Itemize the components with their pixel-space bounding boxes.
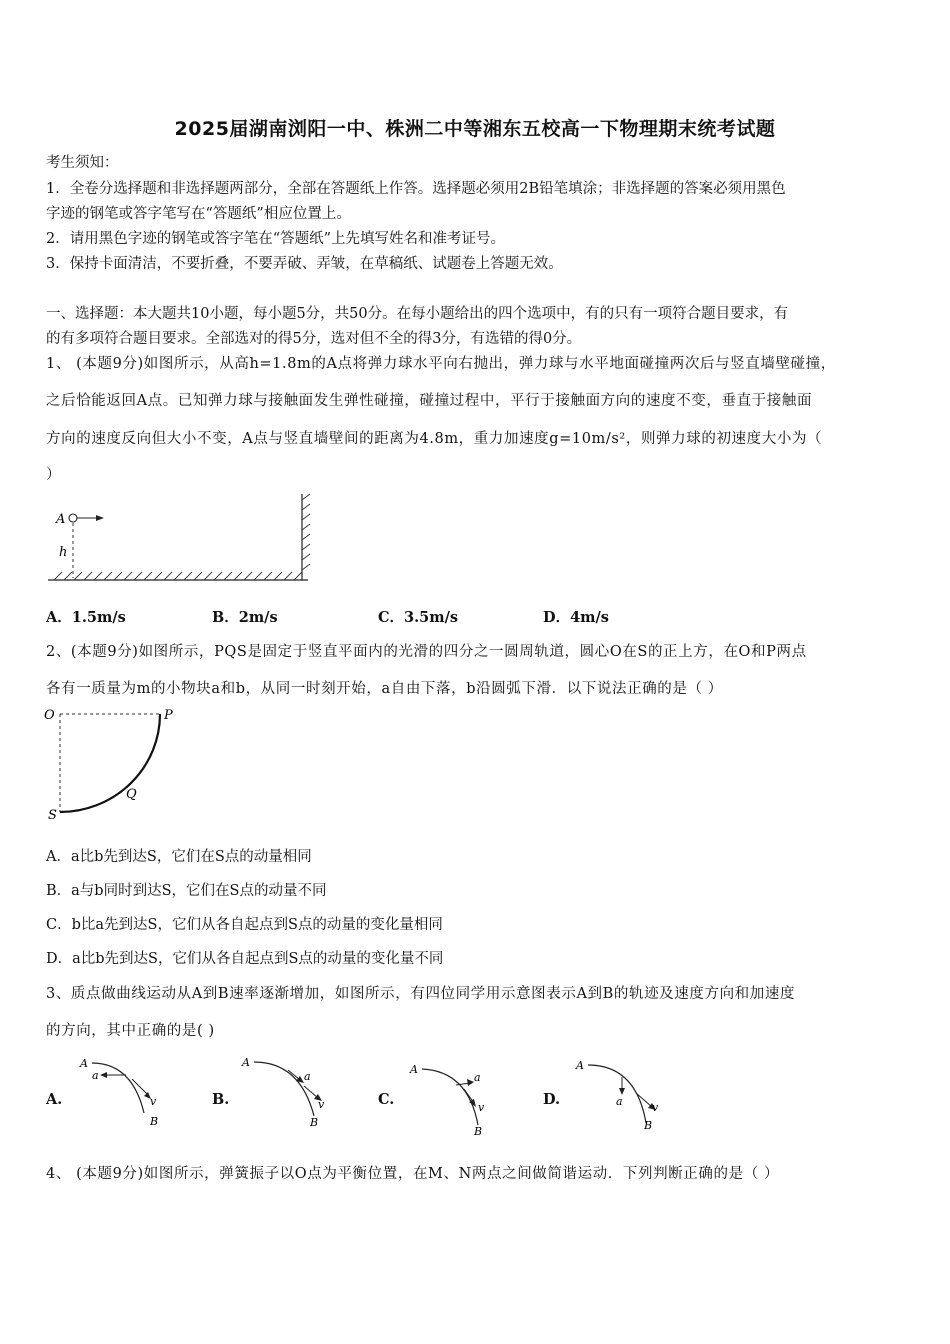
- question-3-figure-b: [238, 1050, 338, 1132]
- section-intro: 一、选择题：本大题共10小题，每小题5分，共50分。在每小题给出的四个选项中，有的只有一项符合题目要求，有: [46, 306, 789, 322]
- option-a[interactable]: A．a比b先到达S，它们在S点的动量相同: [46, 849, 312, 865]
- label-q: Q: [126, 787, 137, 802]
- option-c[interactable]: C．3.5m/s: [378, 609, 459, 626]
- label-b: B: [150, 1115, 159, 1128]
- question-1-figure: [40, 490, 320, 590]
- question-1-text: ）: [46, 467, 61, 483]
- notice-item: 字迹的钢笔或答字笔写在“答题纸”相应位置上。: [46, 206, 351, 222]
- notice-item: 3．保持卡面清洁，不要折叠，不要弄破、弄皱，在草稿纸、试题卷上答题无效。: [46, 256, 563, 272]
- label-b: B: [474, 1125, 483, 1137]
- option-b[interactable]: B．2m/s: [212, 609, 278, 626]
- question-1-text: 方向的速度反向但大小不变，A点与竖直墙壁间的距离为4.8m，重力加速度g=10m/s²，则弹力球的初速度大小为（: [46, 431, 823, 447]
- question-4-text: 4、 (本题9分)如图所示，弹簧振子以O点为平衡位置，在M、N两点之间做简谐运动．下列判断正确的是（ ）: [46, 1166, 780, 1182]
- question-3-text: 的方向，其中正确的是( ): [46, 1023, 215, 1039]
- label-a: A: [80, 1057, 88, 1070]
- label-b: B: [310, 1116, 319, 1129]
- notice-item: 1．全卷分选择题和非选择题两部分，全部在答题纸上作答。选择题必须用2B铅笔填涂；非选择题的答案必须用黑色: [46, 181, 786, 197]
- label-a: A: [242, 1056, 250, 1069]
- label-acc: a: [92, 1069, 99, 1082]
- option-c[interactable]: C．b比a先到达S，它们从各自起点到S点的动量的变化量相同: [46, 917, 443, 933]
- label-acc: a: [304, 1070, 311, 1083]
- notice-heading: 考生须知：: [46, 155, 119, 171]
- option-a[interactable]: A．1.5m/s: [46, 609, 126, 626]
- question-2-figure: [40, 700, 190, 825]
- label-a: A: [410, 1063, 418, 1076]
- label-v: v: [150, 1095, 157, 1108]
- label-s: S: [48, 808, 57, 823]
- option-a[interactable]: A.: [46, 1091, 63, 1108]
- question-3-figure-c: [406, 1055, 506, 1137]
- label-acc: a: [616, 1095, 623, 1108]
- label-v: v: [478, 1101, 485, 1114]
- label-a: A: [576, 1059, 584, 1072]
- label-p: P: [164, 708, 173, 723]
- option-d[interactable]: D.: [543, 1091, 561, 1108]
- option-d[interactable]: D．a比b先到达S，它们从各自起点到S点的动量的变化量不同: [46, 951, 444, 967]
- question-2-text: 各有一质量为m的小物块a和b，从同一时刻开始，a自由下落，b沿圆弧下滑．以下说法正确的是（ ）: [46, 681, 723, 697]
- question-2-text: 2、(本题9分)如图所示，PQS是固定于竖直平面内的光滑的四分之一圆周轨道，圆心O在S的正上方，在O和P两点: [46, 644, 807, 660]
- notice-item: 2．请用黑色字迹的钢笔或答字笔在“答题纸”上先填写姓名和准考证号。: [46, 231, 506, 247]
- label-h: h: [59, 545, 68, 560]
- question-3-figure-a: [74, 1053, 174, 1133]
- question-1-text: 之后恰能返回A点。已知弹力球与接触面发生弹性碰撞，碰撞过程中，平行于接触面方向的速度不变，垂直于接触面: [46, 393, 813, 409]
- section-intro: 的有多项符合题目要求。全部选对的得5分，选对但不全的得3分，有选错的得0分。: [46, 331, 582, 347]
- option-b[interactable]: B.: [212, 1091, 230, 1108]
- option-d[interactable]: D．4m/s: [543, 609, 609, 626]
- option-b[interactable]: B．a与b同时到达S，它们在S点的动量不同: [46, 883, 327, 899]
- label-v: v: [652, 1101, 659, 1114]
- label-b: B: [644, 1119, 653, 1132]
- label-acc: a: [474, 1071, 481, 1084]
- label-v: v: [318, 1098, 325, 1111]
- question-3-text: 3、质点做曲线运动从A到B速率逐渐增加，如图所示，有四位同学用示意图表示A到B的轨迹及速度方向和加速度: [46, 986, 796, 1002]
- label-o: O: [44, 708, 55, 723]
- label-a: A: [56, 512, 66, 527]
- question-3-figure-d: [574, 1053, 674, 1135]
- page-title: 2025届湖南浏阳一中、株洲二中等湘东五校高一下物理期末统考试题: [174, 118, 776, 140]
- option-c[interactable]: C.: [378, 1091, 395, 1108]
- question-1-text: 1、 (本题9分)如图所示，从高h=1.8m的A点将弹力球水平向右抛出，弹力球与水平地面碰撞两次后与竖直墙壁碰撞，: [46, 356, 836, 372]
